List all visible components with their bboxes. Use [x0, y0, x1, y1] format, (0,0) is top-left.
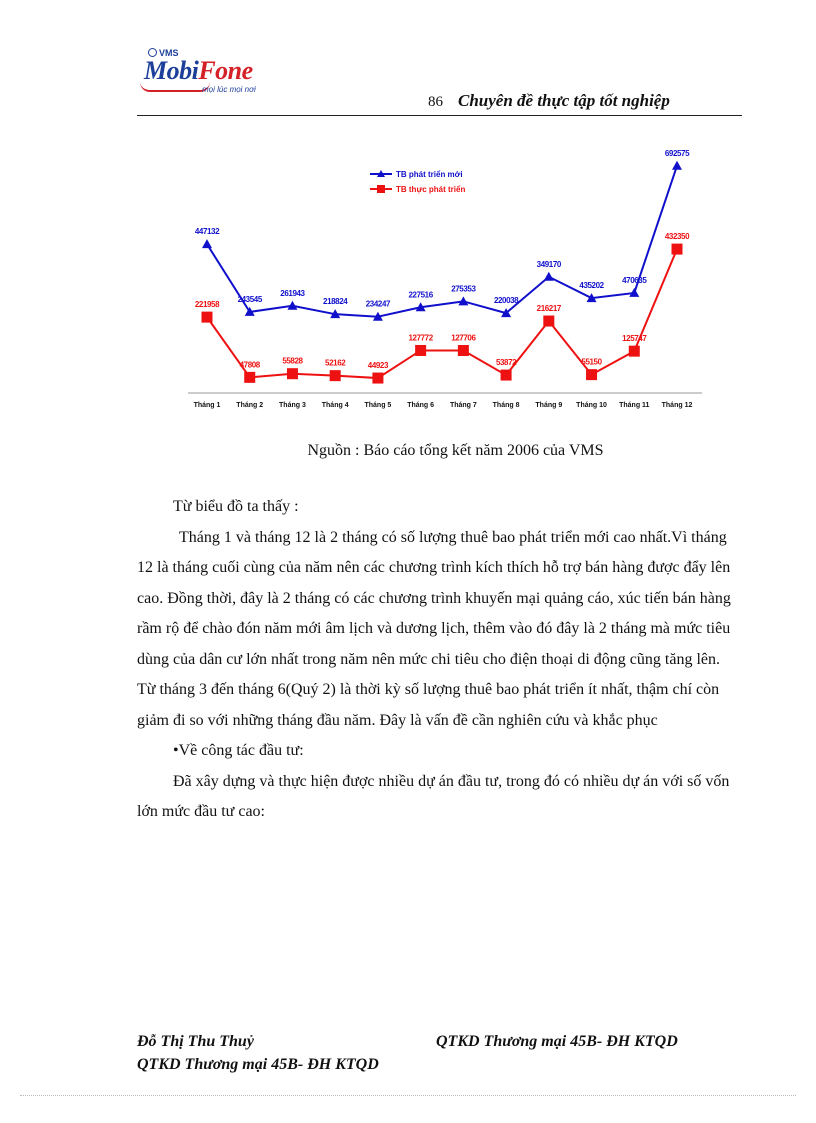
chart-legend	[370, 170, 465, 194]
x-tick-label: Tháng 10	[576, 402, 607, 409]
data-label: 349170	[536, 259, 561, 269]
x-tick-label: Tháng 4	[321, 402, 349, 409]
series-2-point	[458, 345, 469, 356]
data-label: 127772	[408, 333, 433, 343]
x-tick-label: Tháng 7	[449, 402, 477, 409]
data-label: 44923	[367, 361, 389, 371]
series-1-point	[202, 239, 212, 248]
series-1-point	[544, 272, 554, 281]
x-axis-labels	[194, 402, 693, 409]
data-label: 432350	[664, 232, 690, 242]
data-label: 261943	[280, 288, 305, 298]
data-label: 221958	[194, 300, 220, 310]
series-line-2	[207, 249, 677, 378]
data-label: 243545	[237, 294, 262, 304]
series-2-point	[330, 370, 341, 381]
x-tick-label: Tháng 5	[364, 402, 392, 409]
series-2-point	[629, 346, 640, 357]
series-2-point	[287, 368, 298, 379]
logo-vms-text: VMS	[148, 48, 179, 58]
data-label: 227516	[408, 290, 433, 300]
paragraph-intro: Từ biểu đồ ta thấy :	[173, 498, 299, 515]
legend-marker-2	[377, 185, 385, 193]
chart-caption	[0, 442, 816, 460]
data-label: 55150	[581, 357, 602, 367]
legend-label-1: TB phát triển mới	[396, 170, 463, 179]
bullet-investment: •Về công tác đầu tư:	[173, 742, 304, 759]
body-text	[137, 492, 737, 828]
data-label: 234247	[365, 299, 391, 309]
x-tick-label: Tháng 8	[492, 402, 520, 409]
caption-text: Nguồn : Báo cáo tổng kết năm 2006 của VMS	[307, 442, 604, 459]
data-label: 447132	[194, 227, 220, 237]
x-tick-label: Tháng 1	[193, 402, 221, 409]
data-label: 275353	[451, 284, 476, 294]
paragraph-investment: Đã xây dựng và thực hiện được nhiều dự án đầu tư, trong đó có nhiều dự án với số vốn lớn mức đầu tư cao:	[137, 772, 730, 820]
data-label: 47808	[239, 360, 260, 370]
data-label: 435202	[579, 281, 604, 291]
x-tick-label: Tháng 9	[535, 402, 563, 409]
logo-brand-fone: Fone	[198, 56, 253, 85]
subscriber-line-chart	[180, 150, 710, 415]
series-2-point	[415, 345, 426, 356]
data-label: 218824	[323, 297, 348, 307]
data-label: 55828	[282, 356, 303, 366]
data-label: 470635	[622, 275, 647, 285]
data-label: 220038	[493, 296, 519, 306]
series-2-point	[501, 370, 512, 381]
paragraph-analysis: Tháng 1 và tháng 12 là 2 tháng có số lượng thuê bao phát triển mới cao nhất.Vì tháng 12 là tháng cuối cùng của năm nên các chương trình kích thích hỗ trợ bán hàng được đẩy lên cao. Đồng thời, đây là 2 tháng có các chương trình khuyến mại quảng cáo, xúc tiến bán hàng rầm rộ để chào đón năm mới âm lịch và dương lịch, thêm vào đó đây là 2 tháng mà mức tiêu dùng của dân cư lớn nhất trong năm nên mức chi tiêu cho điện thoại di động cũng tăng lên. Từ tháng 3 đến tháng 6(Quý 2) là thời kỳ số lượng thuê bao phát triển ít nhất, thậm chí còn giảm đi so với những tháng đầu năm. Đây là vấn đề cần nghiên cứu và khắc phục	[137, 528, 731, 729]
series-2-point	[244, 372, 255, 383]
legend-label-2: TB thực phát triển	[396, 185, 466, 194]
logo-tagline: mọi lúc mọi nơi	[202, 85, 256, 94]
data-label: 216217	[536, 304, 561, 314]
footer-class-line2: QTKD Thương mại 45B- ĐH KTQD	[137, 1056, 379, 1073]
logo-brand-mobi: Mobi	[144, 56, 199, 85]
data-label: 127706	[451, 333, 476, 343]
header-title: Chuyên đề thực tập tốt nghiệp	[458, 91, 670, 110]
footer-class: QTKD Thương mại 45B- ĐH KTQD	[436, 1033, 678, 1050]
x-tick-label: Tháng 12	[661, 402, 693, 409]
series-2-point	[202, 312, 213, 323]
logo-swoosh	[140, 82, 210, 92]
series-1-point	[672, 161, 682, 170]
x-tick-label: Tháng 6	[407, 402, 435, 409]
page-number: 86	[428, 94, 443, 110]
x-tick-label: Tháng 11	[619, 402, 650, 409]
data-label: 125747	[622, 334, 647, 344]
footer-author: Đỗ Thị Thu Thuỷ	[137, 1033, 254, 1050]
series-2-point	[372, 373, 383, 384]
header-divider	[137, 115, 742, 116]
series-2-point	[586, 369, 597, 380]
series-2-point	[672, 244, 683, 255]
data-label: 52162	[325, 358, 346, 368]
x-tick-label: Tháng 3	[279, 402, 306, 409]
data-label: 53872	[495, 358, 517, 368]
page-bottom-rule	[20, 1095, 796, 1096]
x-tick-label: Tháng 2	[236, 402, 264, 409]
data-label: 692575	[664, 150, 690, 158]
mobifone-logo	[140, 48, 290, 100]
series-2-point	[543, 316, 554, 327]
